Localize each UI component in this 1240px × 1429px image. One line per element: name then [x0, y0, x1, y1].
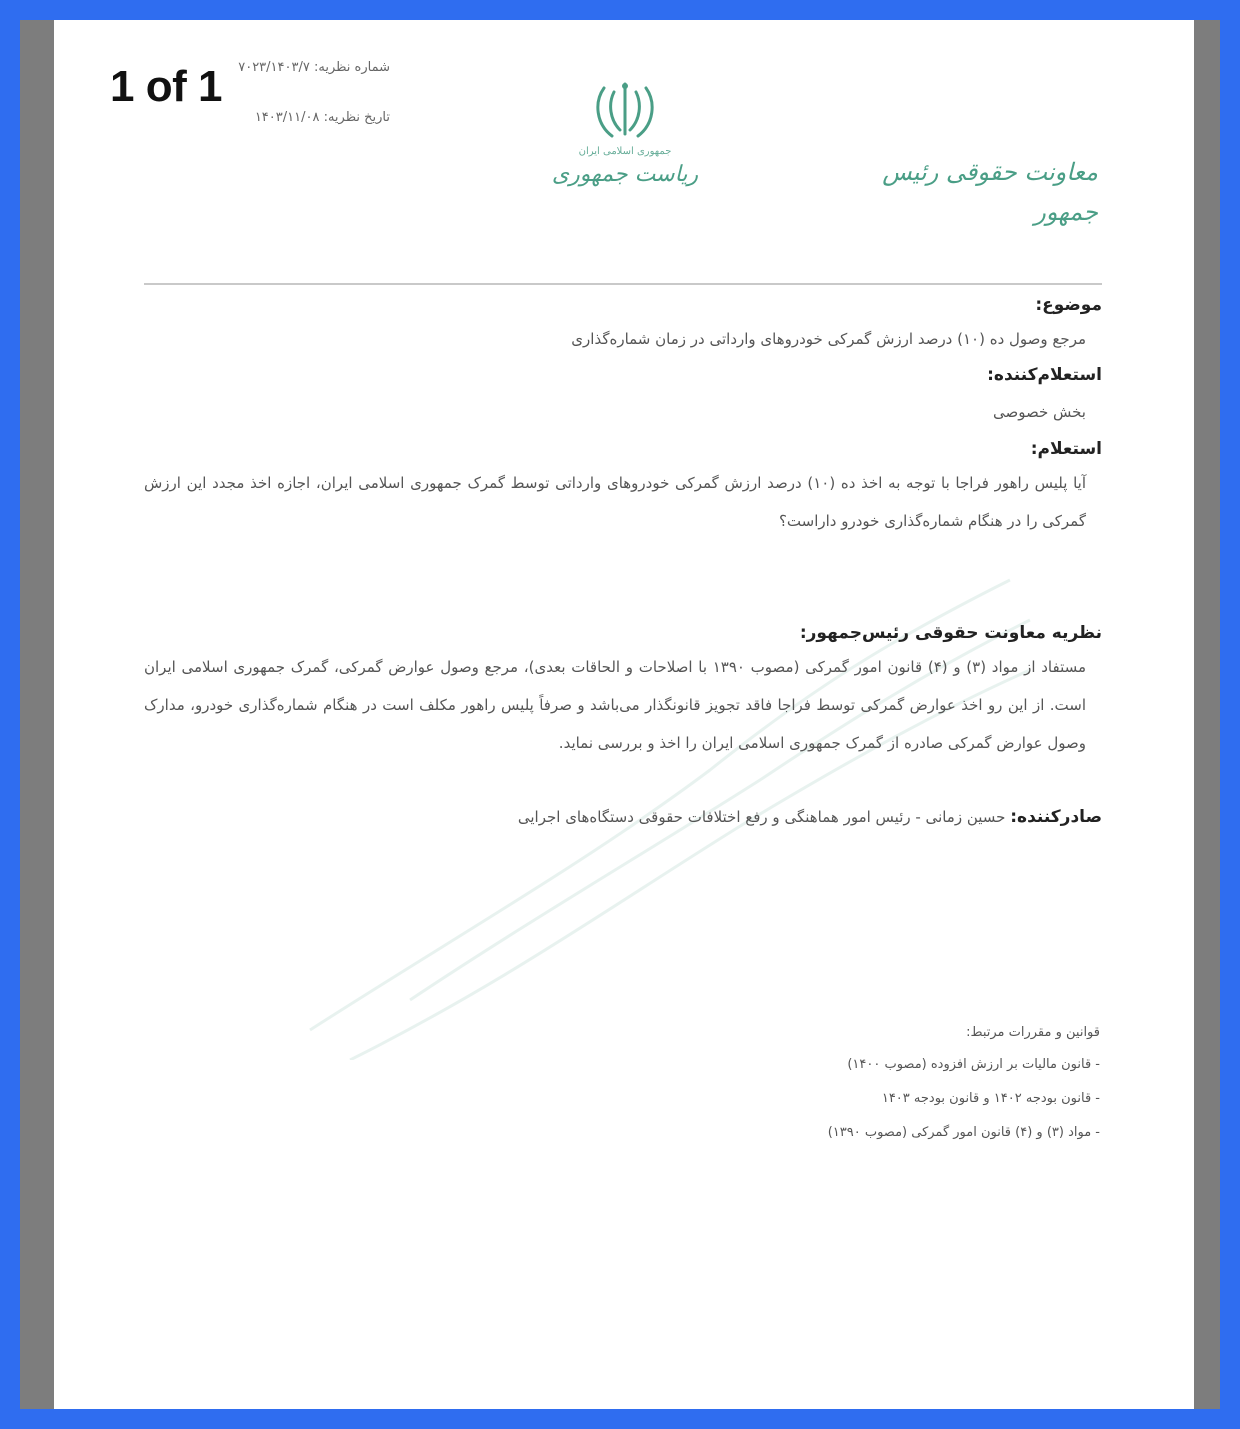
header-divider [144, 283, 1102, 285]
org-letterhead [550, 145, 700, 191]
letter-meta [200, 58, 390, 136]
issuer-text: حسین زمانی - رئیس امور هماهنگی و رفع اختلافات حقوقی دستگاه‌های اجرایی [517, 808, 1006, 826]
subject-heading: موضوع: [1035, 295, 1102, 315]
opinion-text: مستفاد از مواد (۳) و (۴) قانون امور گمرکی (مصوب ۱۳۹۰ با اصلاحات و الحاقات بعدی)، مرجع وصول عوارض گمرکی، گمرک جمهوری اسلامی ایران است. از این رو اخذ عوارض گمرکی توسط فراجا فاقد تجویز قانونگذار می‌باشد و صرفاً پلیس راهور مکلف است در هنگام شماره‌گذاری خودرو، مدارک وصول عوارض گمرکی صادره از گمرک جمهوری اسلامی ایران را اخذ و بررسی نماید. [144, 658, 1087, 752]
list-item: - قانون بودجه ۱۴۰۲ و قانون بودجه ۱۴۰۳ [881, 1091, 1100, 1106]
letter-body [144, 290, 1102, 832]
issuer-line [144, 802, 1102, 832]
department-title: معاونت حقوقی رئیس جمهور [882, 158, 1098, 226]
page-counter: 1 of 1 [110, 62, 222, 111]
related-laws [760, 1018, 1100, 1150]
related-laws-title: قوانین و مقررات مرتبط: [966, 1025, 1100, 1040]
opinion-date: تاریخ نظریه: ۱۴۰۳/۱۱/۰۸ [254, 110, 390, 125]
issuer-heading: صادرکننده: [1010, 807, 1102, 827]
org-country-name: جمهوری اسلامی ایران [578, 146, 672, 157]
iran-emblem-icon [590, 78, 660, 144]
inquirer-heading: استعلام‌کننده: [987, 365, 1102, 385]
subject-text: مرجع وصول ده (۱۰) درصد ارزش گمرکی خودروهای وارداتی در زمان شماره‌گذاری [571, 330, 1086, 348]
list-item: - قانون مالیات بر ارزش افزوده (مصوب ۱۴۰۰) [847, 1057, 1100, 1072]
inquiry-heading: استعلام: [1030, 439, 1102, 459]
related-laws-list [760, 1048, 1100, 1150]
inquirer-text: بخش خصوصی [992, 403, 1086, 421]
org-name: ریاست جمهوری [551, 162, 699, 187]
inquiry-text: آیا پلیس راهور فراجا با توجه به اخذ ده (۱۰) درصد ارزش گمرکی خودروهای وارداتی توسط گمرک جمهوری اسلامی ایران، اجازه اخذ مجدد این ارزش گمرکی را در هنگام شماره‌گذاری خودرو داراست؟ [144, 474, 1086, 530]
opinion-heading: نظریه معاونت حقوقی رئیس‌جمهور: [799, 623, 1102, 643]
opinion-number: شماره نظریه: ۷۰۲۳/۱۴۰۳/۷ [238, 60, 390, 75]
list-item: - مواد (۳) و (۴) قانون امور گمرکی (مصوب ۱۳۹۰) [827, 1125, 1100, 1140]
